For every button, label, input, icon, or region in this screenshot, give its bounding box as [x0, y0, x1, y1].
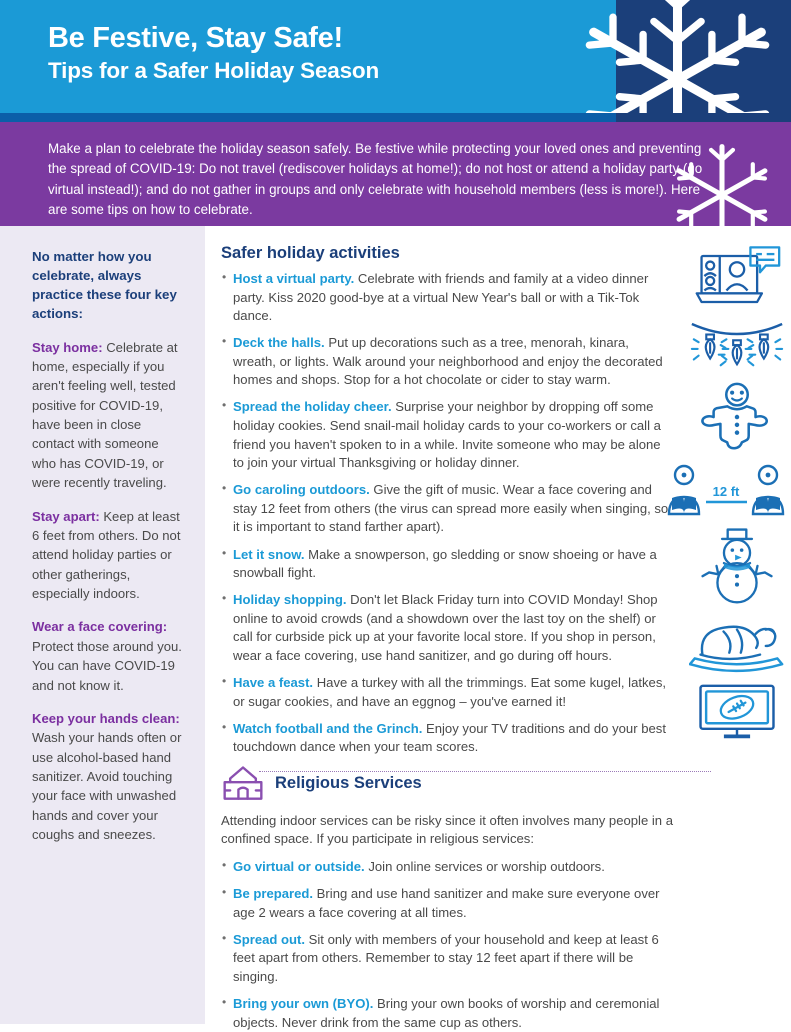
intro-paragraph: Make a plan to celebrate the holiday season safely. Be festive while protecting your loved ones and preventing the spread of COVID-19: Do not travel (rediscover holidays at home!); do not host or attend a holiday party (go virtual instead!); and do not gather in groups and only celebrate with household members (less is more!). Here are some tips on how to celebrate. — [48, 141, 703, 218]
church-icon — [221, 762, 265, 806]
sidebar-key-action: Wear a face covering: Protect those around you. You can have COVID-19 and not know it. — [32, 619, 182, 693]
illustration-string-lights — [685, 316, 789, 378]
content-area — [0, 226, 791, 1030]
sidebar-key-action-term: Wear a face covering: — [32, 619, 168, 635]
sidebar-key-action: Stay home: Celebrate at home, especially if you aren't feeling well, tested positive for COVID-19, have been in close contact with someone who has COVID-19, or were recently traveling. — [32, 339, 178, 491]
activity-item: • Deck the halls. Put up decorations such as a tree, menorah, kinara, wreath, or lights. Walk around your neighborhood and enjoy the decorated homes and shops. Stop for a hot chocolate or cider to stay warm. — [221, 334, 673, 390]
page-header — [0, 0, 791, 113]
sidebar — [0, 226, 205, 1024]
header-navy-block — [616, 0, 791, 113]
illustration-carolers — [663, 460, 789, 522]
string-lights-icon — [689, 319, 785, 375]
religious-item: • Spread out. Sit only with members of your household and keep at least 6 feet apart from others. Remember to stay 12 feet apart if there will be singing. — [221, 931, 673, 987]
activity-item-term: Go caroling outdoors. — [233, 482, 370, 498]
religious-section-title: Religious Services — [275, 774, 422, 793]
page-title: Be Festive, Stay Safe! — [48, 22, 343, 54]
illustration-snowman — [685, 522, 789, 608]
header-divider-navy — [616, 113, 791, 122]
activity-item-term: Let it snow. — [233, 546, 305, 562]
gingerbread-man-icon — [701, 380, 773, 458]
activity-item-term: Watch football and the Grinch. — [233, 720, 423, 736]
religious-item-term: Bring your own (BYO). — [233, 995, 374, 1011]
distance-label: 12 ft — [712, 484, 740, 499]
activity-item: • Have a feast. Have a turkey with all the trimmings. Eat some kugel, latkes, or sugar cookies, and have an eggnog – you've earned it! — [221, 674, 673, 711]
activity-item-term: Host a virtual party. — [233, 271, 355, 286]
header-text-block — [48, 22, 379, 84]
video-call-icon — [691, 244, 783, 314]
main-column — [205, 226, 791, 1030]
religious-item: • Go virtual or outside. Join online services or worship outdoors. — [221, 858, 673, 877]
activity-item: • Go caroling outdoors. Give the gift of music. Wear a face covering and stay 12 feet from others (the virus can spread more easily when singing, so it is important to stand farther apart). — [221, 481, 673, 537]
sidebar-key-action-term: Stay apart: — [32, 508, 100, 524]
header-divider-rule — [0, 113, 791, 122]
activity-item-term: Spread the holiday cheer. — [233, 399, 392, 415]
activity-item: • Spread the holiday cheer. Surprise your neighbor by dropping off some holiday cookies. Send snail-mail holiday cards to your co-workers or call a friend you haven't spoken to in a while. Invite someone who may be alone to join your virtual Thanksgiving or holiday dinner. — [221, 398, 673, 472]
roast-turkey-icon — [689, 612, 785, 678]
activity-item: • Let it snow. Make a snowperson, go sledding or snow shoeing or have a snowball fight. — [221, 546, 673, 583]
intro-band — [0, 122, 791, 226]
religious-item-term: Be prepared. — [233, 886, 314, 902]
religious-intro: Attending indoor services can be risky since it often involves many people in a confined space. If you participate in religious services: — [221, 812, 673, 847]
sidebar-key-action-term: Stay home: — [32, 339, 103, 355]
activity-item-term: Deck the halls. — [233, 335, 325, 351]
religious-list — [221, 858, 777, 1032]
tv-football-icon — [697, 683, 777, 741]
illustration-video-call — [685, 242, 789, 316]
religious-section-header — [221, 762, 777, 806]
sidebar-key-action: Keep your hands clean: Wash your hands often or use alcohol-based hand sanitizer. Avoid touching your face with unwashed hands and cover your coughs and sneezes. — [32, 710, 182, 843]
sidebar-key-action-term: Keep your hands clean: — [32, 710, 180, 726]
sidebar-key-action: Stay apart: Keep at least 6 feet from others. Do not attend holiday parties or other gatherings, especially indoors. — [32, 508, 181, 601]
page-subtitle: Tips for a Safer Holiday Season — [48, 58, 379, 84]
religious-item: • Bring your own (BYO). Bring your own books of worship and ceremonial objects. Never drink from the same cup as others. — [221, 995, 673, 1032]
religious-item-term: Spread out. — [233, 931, 306, 947]
activity-item: • Host a virtual party. Celebrate with friends and family at a video dinner party. Kiss 2020 good-bye at a virtual New Year's ball or with a Tik-Tok dance. — [221, 270, 673, 326]
activity-item: • Watch football and the Grinch. Enjoy your TV traditions and do your best touchdown dance when your team scores. — [221, 720, 673, 757]
illustration-gingerbread — [685, 378, 789, 460]
carolers-distance-icon — [663, 462, 789, 520]
illustration-turkey — [685, 608, 789, 682]
activities-section-title: Safer holiday activities — [221, 244, 400, 262]
illustration-tv-football — [685, 682, 789, 742]
illustration-column — [685, 242, 789, 742]
religious-item: • Be prepared. Bring and use hand sanitizer and make sure everyone over age 2 wears a face covering at all times. — [221, 885, 673, 922]
snowman-icon — [692, 524, 782, 606]
activity-item-term: Holiday shopping. — [233, 592, 347, 608]
activity-item: • Holiday shopping. Don't let Black Friday turn into COVID Monday! Shop online to avoid crowds (and a showdown over the last toy on the shelf) or call for curbside pick up at your favorite local store. If you shop in person, wear a face covering, use hand sanitizer, and go during off hours. — [221, 591, 673, 665]
sidebar-heading: No matter how you celebrate, always practice these four key actions: — [32, 249, 177, 321]
activity-item-term: Have a feast. — [233, 674, 314, 690]
religious-item-term: Go virtual or outside. — [233, 858, 365, 874]
